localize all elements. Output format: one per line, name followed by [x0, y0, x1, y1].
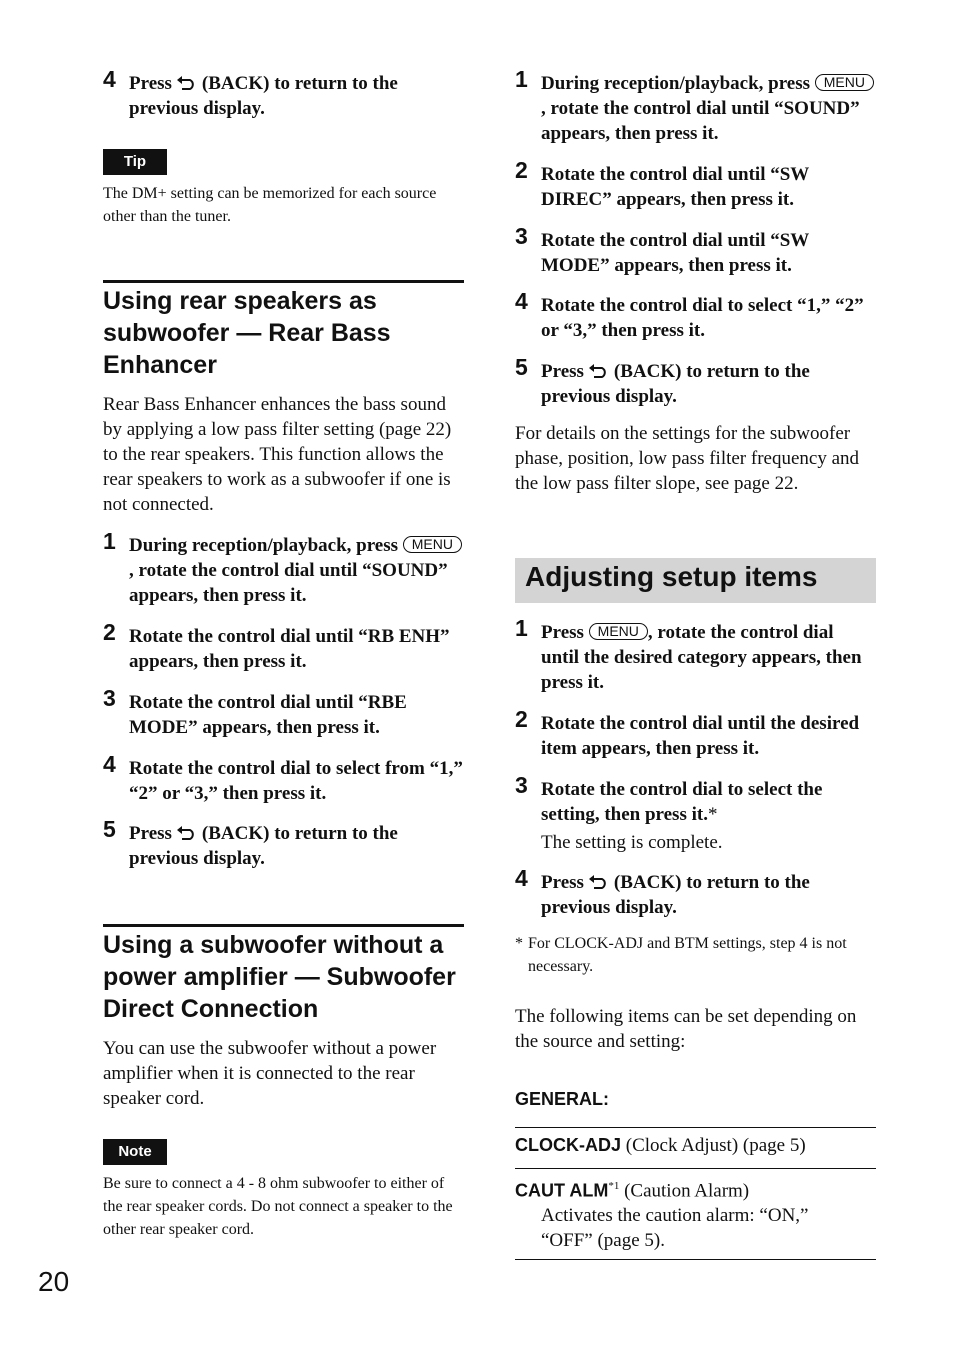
step-text: (BACK) to return to the previous display. [129, 73, 398, 119]
step-text: Rotate the control dial until the desired item appears, then press it. [541, 713, 860, 759]
sw-step-3 [515, 223, 876, 278]
step-press: Press [541, 361, 584, 382]
rbe-step-4 [103, 751, 464, 806]
step-number: 1 [103, 528, 116, 554]
step-text: , rotate the control dial until “SOUND” appears, then press it. [129, 560, 448, 606]
step-text: Rotate the control dial to select the setting, then press it. [541, 779, 823, 825]
sw-step-2 [515, 157, 876, 212]
item-caut-alm [515, 1174, 876, 1253]
rbe-step-1 [103, 528, 464, 608]
sw-step-4 [515, 288, 876, 343]
step-text: Rotate the control dial until “RB ENH” appears, then press it. [129, 626, 450, 672]
item-desc: (Caution Alarm) [624, 1180, 750, 1202]
footnote-text: For CLOCK-ADJ and BTM settings, step 4 is not necessary. [528, 935, 847, 975]
page-number: 20 [38, 1266, 70, 1297]
rbe-step-5 [103, 816, 464, 871]
step-number: 2 [515, 706, 528, 732]
setup-step-1 [515, 615, 876, 695]
step-number: 1 [515, 66, 528, 92]
table-rule [515, 1259, 876, 1260]
back-icon [176, 826, 198, 840]
item-name: CAUT ALM [515, 1180, 609, 1201]
rear-bass-intro: Rear Bass Enhancer enhances the bass sound by applying a low pass filter setting (page 22) to the rear speakers. This function allows the rear speakers to work as a subwoofer if one is not connected. [103, 394, 452, 515]
following-items-text: The following items can be set depending on the source and setting: [515, 1006, 857, 1052]
step-sub-text: The setting is complete. [541, 832, 723, 853]
step-text: Press [541, 622, 584, 643]
step-text: (BACK) to return to the previous display. [541, 361, 810, 407]
subwoofer-details: For details on the settings for the subwoofer phase, position, low pass filter frequency and the low pass filter slope, see page 22. [515, 423, 860, 494]
section-heading-rear-bass: Using rear speakers as subwoofer — Rear Bass Enhancer [103, 287, 391, 379]
note-text: Be sure to connect a 4 - 8 ohm subwoofer to either of the rear speaker cords. Do not connect a speaker to the other rear speaker cord. [103, 1175, 453, 1238]
rbe-step-3 [103, 685, 464, 740]
table-rule [515, 1127, 876, 1128]
section-divider [103, 280, 464, 283]
footnote [515, 932, 876, 978]
step-text: Rotate the control dial to select “1,” “2” or “3,” then press it. [541, 295, 864, 341]
item-sup: *1 [608, 1180, 620, 1192]
step-text: Rotate the control dial to select from “1,” “2” or “3,” then press it. [129, 758, 463, 804]
step-number: 4 [515, 288, 528, 314]
general-label: GENERAL: [515, 1089, 609, 1109]
step-number: 2 [103, 619, 116, 645]
step-number: 3 [515, 223, 528, 249]
step-text: (BACK) to return to the previous display. [129, 823, 398, 869]
back-icon [588, 875, 610, 889]
rbe-step-2 [103, 619, 464, 674]
step-number: 2 [515, 157, 528, 183]
step-text: Rotate the control dial until “SW MODE” appears, then press it. [541, 230, 809, 276]
step-text: (BACK) to return to the previous display. [541, 872, 810, 918]
step-text: Rotate the control dial until “RBE MODE” appears, then press it. [129, 692, 407, 738]
step-number: 3 [515, 772, 528, 798]
item-name: CLOCK-ADJ [515, 1135, 621, 1155]
step-number: 4 [103, 751, 116, 777]
step-number: 4 [515, 865, 528, 891]
step-number: 3 [103, 685, 116, 711]
item-detail: Activates the caution alarm: “ON,” “OFF” (page 5). [541, 1205, 809, 1252]
step-press: Press [129, 73, 172, 94]
item-clock-adj [515, 1133, 876, 1158]
tip-label: Tip [103, 149, 167, 175]
note-label: Note [103, 1139, 167, 1165]
left-top-step [103, 66, 464, 121]
step-text: During reception/playback, press [129, 535, 399, 556]
step-number: 5 [103, 816, 116, 842]
footnote-marker: * [515, 935, 523, 952]
sw-step-5 [515, 354, 876, 409]
step-text: Rotate the control dial until “SW DIREC” appears, then press it. [541, 164, 809, 210]
step-number: 5 [515, 354, 528, 380]
step-number: 1 [515, 615, 528, 641]
step-number: 4 [103, 66, 116, 92]
sw-step-1 [515, 66, 876, 146]
item-desc: (Clock Adjust) (page 5) [625, 1135, 806, 1156]
setup-step-4 [515, 865, 876, 920]
back-icon [176, 76, 198, 90]
footnote-marker: * [707, 804, 718, 825]
setup-step-3 [515, 772, 876, 855]
menu-key: MENU [403, 536, 462, 553]
section-divider [103, 924, 464, 927]
back-icon [588, 364, 610, 378]
setup-step-2 [515, 706, 876, 761]
step-text: , rotate the control dial until “SOUND” appears, then press it. [541, 98, 860, 144]
menu-key: MENU [815, 74, 874, 91]
menu-key: MENU [589, 623, 648, 640]
step-press: Press [541, 872, 584, 893]
step-text: , rotate the control dial until the desired category appears, then press it. [541, 622, 862, 693]
table-rule [515, 1168, 876, 1169]
step-text: During reception/playback, press [541, 73, 811, 94]
tip-text: The DM+ setting can be memorized for each source other than the tuner. [103, 185, 437, 225]
setup-banner [515, 558, 876, 603]
section-heading-subwoofer-direct: Using a subwoofer without a power amplifier — Subwoofer Direct Connection [103, 931, 456, 1023]
setup-heading: Adjusting setup items [525, 561, 818, 592]
step-press: Press [129, 823, 172, 844]
subwoofer-direct-intro: You can use the subwoofer without a power amplifier when it is connected to the rear speaker cord. [103, 1038, 437, 1109]
